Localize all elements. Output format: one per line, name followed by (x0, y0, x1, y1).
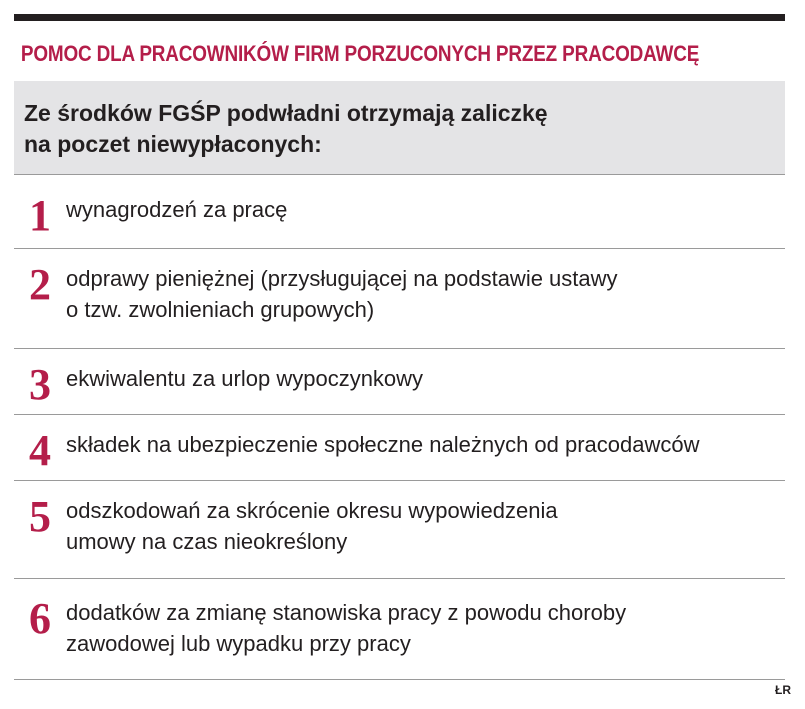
item-text-line-2: zawodowej lub wypadku przy pracy (66, 631, 411, 656)
item-number: 3 (29, 360, 51, 409)
list-item-4 (14, 415, 785, 481)
item-text-line-1: odprawy pieniężnej (przysługującej na podstawie ustawy (66, 266, 618, 291)
item-text-line-1: dodatków za zmianę stanowiska pracy z powodu choroby (66, 600, 627, 625)
item-text-line-2: umowy na czas nieokreślony (66, 529, 348, 554)
item-number: 5 (29, 492, 51, 541)
item-text (66, 194, 287, 225)
list-item-6 (14, 579, 785, 680)
item-text-line-1: odszkodowań za skrócenie okresu wypowiedzenia (66, 498, 558, 523)
infographic-card (14, 14, 785, 680)
item-text (66, 363, 423, 394)
item-text (66, 597, 626, 659)
item-number: 1 (29, 191, 51, 240)
item-text (66, 495, 558, 557)
item-number: 2 (29, 260, 51, 309)
subheading-line-1: Ze środków FGŚP podwładni otrzymają zaliczkę (24, 100, 548, 126)
list-item-2 (14, 249, 785, 349)
benefit-list (14, 175, 785, 680)
list-item-5 (14, 481, 785, 579)
top-rule (14, 14, 785, 21)
subheading-line-2: na poczet niewypłaconych: (24, 131, 322, 157)
author-credit: ŁR (775, 683, 791, 697)
item-text (66, 263, 618, 325)
item-number: 6 (29, 594, 51, 643)
infographic-title: POMOC DLA PRACOWNIKÓW FIRM PORZUCONYCH PRZEZ PRACODAWCĘ (20, 41, 700, 66)
item-number: 4 (29, 426, 51, 475)
item-text (66, 429, 700, 460)
list-item-3 (14, 349, 785, 415)
item-text-line-2: o tzw. zwolnieniach grupowych) (66, 297, 375, 322)
item-text-line-1: wynagrodzeń za pracę (66, 197, 288, 222)
item-text-line-1: ekwiwalentu za urlop wypoczynkowy (66, 366, 424, 391)
subheading (14, 81, 785, 175)
item-text-line-1: składek na ubezpieczenie społeczne należnych od pracodawców (66, 432, 700, 457)
list-item-1 (14, 175, 785, 249)
